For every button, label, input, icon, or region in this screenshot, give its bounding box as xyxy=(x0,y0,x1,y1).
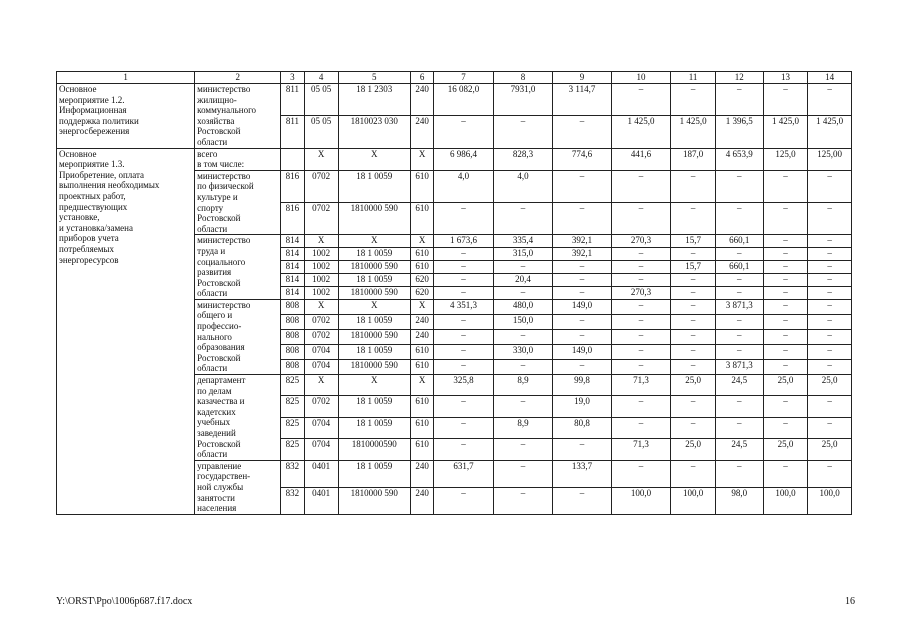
table-cell: 7931,0 xyxy=(493,84,553,116)
table-cell: – xyxy=(434,203,494,235)
column-number: 3 xyxy=(281,72,304,84)
table-cell: – xyxy=(671,460,716,487)
table-cell: – xyxy=(434,286,494,299)
table-cell: – xyxy=(671,84,716,116)
table-cell: – xyxy=(715,203,763,235)
table-cell: 4,0 xyxy=(493,170,553,202)
table-cell: 240 xyxy=(410,84,433,116)
table-cell: 610 xyxy=(410,439,433,460)
measure-label: Основное мероприятие 1.3. Приобретение, оплата выполнения необходимых проектных работ, предшествующих установке, и установка/замена приборов учета потребляемых энергоресурсов xyxy=(57,148,195,514)
table-cell: – xyxy=(434,417,494,438)
table-cell: – xyxy=(671,314,716,329)
table-cell: 392,1 xyxy=(553,235,611,248)
table-cell: – xyxy=(763,261,808,274)
table-cell: – xyxy=(434,487,494,514)
table-cell: 814 xyxy=(281,274,304,287)
table-cell: Х xyxy=(338,235,410,248)
table-cell: – xyxy=(715,286,763,299)
table-cell: – xyxy=(715,396,763,417)
table-cell: 631,7 xyxy=(434,460,494,487)
table-cell: – xyxy=(715,417,763,438)
table-cell: 1 673,6 xyxy=(434,235,494,248)
executor-label: министерство по физической культуре и спорту Ростовской области xyxy=(195,170,281,235)
table-cell: – xyxy=(808,170,852,202)
table-cell: – xyxy=(493,460,553,487)
table-cell: – xyxy=(671,170,716,202)
measure-label: Основное мероприятие 1.2. Информационная поддержка политики энергосбережения xyxy=(57,84,195,149)
table-cell: 18 1 2303 xyxy=(338,84,410,116)
table-cell: 832 xyxy=(281,487,304,514)
table-cell: 25,0 xyxy=(808,375,852,396)
table-cell: 25,0 xyxy=(763,375,808,396)
table-cell: – xyxy=(808,84,852,116)
table-cell: – xyxy=(493,487,553,514)
table-cell: 25,0 xyxy=(808,439,852,460)
table-cell: 816 xyxy=(281,203,304,235)
table-cell: 19,0 xyxy=(553,396,611,417)
table-cell: 335,4 xyxy=(493,235,553,248)
table-cell: – xyxy=(808,329,852,344)
executor-label: министерство общего и профессио- нального образования Ростовской области xyxy=(195,299,281,374)
table-cell: – xyxy=(763,170,808,202)
table-cell: – xyxy=(434,274,494,287)
table-cell: 816 xyxy=(281,170,304,202)
table-cell: 1810000 590 xyxy=(338,360,410,375)
table-cell: – xyxy=(493,439,553,460)
table-cell: 20,4 xyxy=(493,274,553,287)
table-cell: 3 871,3 xyxy=(715,299,763,314)
table-cell: 18 1 0059 xyxy=(338,314,410,329)
table-cell: – xyxy=(434,396,494,417)
executor-label: министерство жилищно- коммунального хозяйства Ростовской области xyxy=(195,84,281,149)
table-cell: – xyxy=(434,248,494,261)
table-cell: 814 xyxy=(281,286,304,299)
table-cell: – xyxy=(671,417,716,438)
table-cell: – xyxy=(493,360,553,375)
table-cell: – xyxy=(553,487,611,514)
table-cell: 610 xyxy=(410,203,433,235)
table-cell: 149,0 xyxy=(553,299,611,314)
table-cell: 808 xyxy=(281,314,304,329)
table-cell: – xyxy=(671,329,716,344)
table-cell: 441,6 xyxy=(611,148,671,170)
table-cell: 4,0 xyxy=(434,170,494,202)
table-cell: 18 1 0059 xyxy=(338,274,410,287)
file-path: Y:\ORST\Ppo\1006p687.f17.docx xyxy=(56,596,193,607)
table-row xyxy=(57,148,852,170)
table-cell: 240 xyxy=(410,487,433,514)
table-cell: 1 425,0 xyxy=(611,116,671,148)
table-cell: 774,6 xyxy=(553,148,611,170)
table-cell: – xyxy=(611,396,671,417)
table-cell: – xyxy=(763,329,808,344)
table-cell: – xyxy=(611,170,671,202)
table-cell: Х xyxy=(410,235,433,248)
executor-label: управление государствен- ной службы занятости населения xyxy=(195,460,281,514)
table-cell: – xyxy=(611,261,671,274)
table-cell: 125,0 xyxy=(763,148,808,170)
table-cell: – xyxy=(763,360,808,375)
table-cell: 610 xyxy=(410,396,433,417)
table-cell: 270,3 xyxy=(611,286,671,299)
table-cell: 187,0 xyxy=(671,148,716,170)
table-cell: – xyxy=(611,248,671,261)
table-cell: – xyxy=(671,286,716,299)
table-cell: 71,3 xyxy=(611,439,671,460)
table-cell: 0702 xyxy=(304,329,338,344)
table-cell: – xyxy=(808,460,852,487)
table-cell: – xyxy=(671,203,716,235)
table-cell: – xyxy=(808,396,852,417)
table-cell: Х xyxy=(410,299,433,314)
table-cell: – xyxy=(611,314,671,329)
table-cell: – xyxy=(715,460,763,487)
table-cell: 620 xyxy=(410,274,433,287)
table-cell: 0401 xyxy=(304,487,338,514)
table-cell: – xyxy=(763,396,808,417)
table-cell: 392,1 xyxy=(553,248,611,261)
column-number: 11 xyxy=(671,72,716,84)
table-cell: – xyxy=(553,360,611,375)
table-cell: Х xyxy=(304,148,338,170)
table-cell: – xyxy=(553,203,611,235)
table-cell: – xyxy=(763,417,808,438)
table-cell: – xyxy=(553,286,611,299)
table-cell: – xyxy=(434,360,494,375)
table-cell: 18 1 0059 xyxy=(338,460,410,487)
table-cell: – xyxy=(553,329,611,344)
table-cell: – xyxy=(715,248,763,261)
table-cell: 325,8 xyxy=(434,375,494,396)
column-number: 10 xyxy=(611,72,671,84)
page-number: 16 xyxy=(845,596,855,607)
table-cell: Х xyxy=(410,148,433,170)
table-cell: 4 351,3 xyxy=(434,299,494,314)
table-cell: 1810000 590 xyxy=(338,261,410,274)
table-cell: 1810000590 xyxy=(338,439,410,460)
table-cell: 0702 xyxy=(304,203,338,235)
table-cell: Х xyxy=(338,375,410,396)
table-cell: 149,0 xyxy=(553,344,611,359)
table-cell: 18 1 0059 xyxy=(338,248,410,261)
table-cell: 0702 xyxy=(304,170,338,202)
table-cell: 3 114,7 xyxy=(553,84,611,116)
table-cell: 24,5 xyxy=(715,375,763,396)
table-cell: – xyxy=(434,329,494,344)
table-cell: 660,1 xyxy=(715,235,763,248)
table-cell: 825 xyxy=(281,375,304,396)
table-cell: 16 082,0 xyxy=(434,84,494,116)
table-cell: – xyxy=(808,314,852,329)
table-cell: – xyxy=(553,439,611,460)
table-cell: – xyxy=(763,299,808,314)
table-cell: 825 xyxy=(281,396,304,417)
table-cell: – xyxy=(611,299,671,314)
table-cell: 25,0 xyxy=(763,439,808,460)
table-cell: – xyxy=(611,84,671,116)
table-cell: 100,0 xyxy=(611,487,671,514)
table-cell: – xyxy=(763,314,808,329)
table-cell: 1810000 590 xyxy=(338,286,410,299)
table-cell: – xyxy=(808,248,852,261)
table-cell: 0401 xyxy=(304,460,338,487)
table-cell: 825 xyxy=(281,417,304,438)
table-cell: 15,7 xyxy=(671,261,716,274)
table-cell: – xyxy=(763,84,808,116)
table-row xyxy=(57,84,852,116)
column-number: 4 xyxy=(304,72,338,84)
table-cell: 8,9 xyxy=(493,417,553,438)
table-cell: 18 1 0059 xyxy=(338,417,410,438)
table-cell: 1 425,0 xyxy=(671,116,716,148)
table-cell: – xyxy=(715,329,763,344)
table-cell: – xyxy=(808,360,852,375)
column-number: 9 xyxy=(553,72,611,84)
table-cell: 240 xyxy=(410,314,433,329)
table-cell: 610 xyxy=(410,344,433,359)
table-cell: 80,8 xyxy=(553,417,611,438)
table-cell: 98,0 xyxy=(715,487,763,514)
table-cell: 610 xyxy=(410,417,433,438)
table-cell: 811 xyxy=(281,116,304,148)
table-cell: 150,0 xyxy=(493,314,553,329)
table-cell: 610 xyxy=(410,360,433,375)
table-cell: 270,3 xyxy=(611,235,671,248)
table-cell: – xyxy=(763,248,808,261)
table-cell: – xyxy=(553,170,611,202)
table-cell: 480,0 xyxy=(493,299,553,314)
table-cell: – xyxy=(763,203,808,235)
column-number: 8 xyxy=(493,72,553,84)
column-number: 13 xyxy=(763,72,808,84)
table-cell: 620 xyxy=(410,286,433,299)
table-cell: – xyxy=(493,329,553,344)
table-cell: – xyxy=(434,344,494,359)
table-cell: 05 05 xyxy=(304,84,338,116)
table-cell: 1 425,0 xyxy=(763,116,808,148)
table-cell: 24,5 xyxy=(715,439,763,460)
table-cell: 4 653,9 xyxy=(715,148,763,170)
column-number: 5 xyxy=(338,72,410,84)
table-cell: 71,3 xyxy=(611,375,671,396)
table-cell: – xyxy=(493,116,553,148)
table-cell: – xyxy=(553,116,611,148)
table-cell: – xyxy=(715,314,763,329)
table-cell: – xyxy=(611,360,671,375)
table-cell: 1 396,5 xyxy=(715,116,763,148)
table-cell: – xyxy=(611,460,671,487)
table-cell: – xyxy=(671,299,716,314)
table-cell: 3 871,3 xyxy=(715,360,763,375)
table-cell: – xyxy=(808,203,852,235)
table-cell: – xyxy=(808,286,852,299)
header-row xyxy=(57,72,852,84)
table-cell: – xyxy=(763,344,808,359)
table-cell: 1002 xyxy=(304,248,338,261)
table-cell: 808 xyxy=(281,344,304,359)
table-cell: 125,00 xyxy=(808,148,852,170)
table-cell: 315,0 xyxy=(493,248,553,261)
table-cell: – xyxy=(493,261,553,274)
table-cell: 18 1 0059 xyxy=(338,344,410,359)
table-cell: 811 xyxy=(281,84,304,116)
table-cell: – xyxy=(434,439,494,460)
table-cell: 0704 xyxy=(304,344,338,359)
table-cell: 610 xyxy=(410,170,433,202)
table-cell: – xyxy=(611,329,671,344)
table-cell: – xyxy=(434,116,494,148)
table-cell: 610 xyxy=(410,248,433,261)
column-number: 12 xyxy=(715,72,763,84)
table-cell: Х xyxy=(304,235,338,248)
table-cell: 240 xyxy=(410,329,433,344)
table-cell: Х xyxy=(410,375,433,396)
table-cell: – xyxy=(763,286,808,299)
table-cell: – xyxy=(493,286,553,299)
table-cell: 100,0 xyxy=(763,487,808,514)
table-cell: – xyxy=(763,235,808,248)
table-cell: 1810023 030 xyxy=(338,116,410,148)
table-cell: – xyxy=(671,360,716,375)
table-cell: – xyxy=(715,84,763,116)
table-cell: 330,0 xyxy=(493,344,553,359)
table-cell: 8,9 xyxy=(493,375,553,396)
executor-label: департамент по делам казачества и кадетских учебных заведений Ростовской области xyxy=(195,375,281,461)
table-cell: 828,3 xyxy=(493,148,553,170)
table-cell: – xyxy=(715,344,763,359)
table-cell: 1 425,0 xyxy=(808,116,852,148)
table-cell: – xyxy=(808,417,852,438)
table-cell: Х xyxy=(338,148,410,170)
executor-label: министерство труда и социального развития Ростовской области xyxy=(195,235,281,300)
table-cell: – xyxy=(671,396,716,417)
column-number: 14 xyxy=(808,72,852,84)
table-cell: 0704 xyxy=(304,439,338,460)
table-cell: – xyxy=(611,203,671,235)
table-cell: 240 xyxy=(410,460,433,487)
table-cell: 1002 xyxy=(304,286,338,299)
table-cell: 18 1 0059 xyxy=(338,396,410,417)
table-cell: 05 05 xyxy=(304,116,338,148)
table-cell: – xyxy=(763,274,808,287)
table-cell: – xyxy=(808,274,852,287)
table-cell: 1810000 590 xyxy=(338,329,410,344)
table-cell: 0704 xyxy=(304,360,338,375)
table-cell: 6 986,4 xyxy=(434,148,494,170)
table-cell: 1002 xyxy=(304,261,338,274)
table-cell: – xyxy=(715,170,763,202)
table-cell: 0702 xyxy=(304,314,338,329)
table-cell: – xyxy=(808,235,852,248)
table-cell: 814 xyxy=(281,248,304,261)
table-cell: – xyxy=(493,396,553,417)
table-cell: – xyxy=(808,299,852,314)
table-cell: 25,0 xyxy=(671,375,716,396)
table-cell: Х xyxy=(304,375,338,396)
table-cell: 825 xyxy=(281,439,304,460)
table-cell: – xyxy=(763,460,808,487)
table-cell: Х xyxy=(338,299,410,314)
table-cell xyxy=(281,148,304,170)
column-number: 2 xyxy=(195,72,281,84)
table-cell: – xyxy=(434,261,494,274)
table-cell: 240 xyxy=(410,116,433,148)
table-cell: – xyxy=(715,274,763,287)
table-cell: 832 xyxy=(281,460,304,487)
table-cell: 808 xyxy=(281,360,304,375)
table-cell: – xyxy=(808,344,852,359)
table-cell: – xyxy=(553,274,611,287)
table-cell: 18 1 0059 xyxy=(338,170,410,202)
table-cell: – xyxy=(434,314,494,329)
table-cell: 814 xyxy=(281,235,304,248)
table-cell: – xyxy=(611,417,671,438)
table-cell: 814 xyxy=(281,261,304,274)
table-cell: 0704 xyxy=(304,417,338,438)
budget-table xyxy=(56,71,852,515)
table-cell: – xyxy=(553,314,611,329)
table-cell: 100,0 xyxy=(808,487,852,514)
table-cell: 808 xyxy=(281,299,304,314)
table-cell: 1810000 590 xyxy=(338,487,410,514)
table-cell: – xyxy=(671,274,716,287)
table-cell: – xyxy=(671,344,716,359)
table-cell: 610 xyxy=(410,261,433,274)
column-number: 7 xyxy=(434,72,494,84)
table-cell: – xyxy=(611,344,671,359)
table-cell: 1002 xyxy=(304,274,338,287)
executor-label: всего в том числе: xyxy=(195,148,281,170)
table-cell: 1810000 590 xyxy=(338,203,410,235)
table-cell: – xyxy=(808,261,852,274)
table-cell: 0702 xyxy=(304,396,338,417)
table-cell: 99,8 xyxy=(553,375,611,396)
table-cell: 100,0 xyxy=(671,487,716,514)
table-cell: – xyxy=(553,261,611,274)
table-cell: – xyxy=(493,203,553,235)
table-cell: 25,0 xyxy=(671,439,716,460)
table-cell: Х xyxy=(304,299,338,314)
table-cell: 15,7 xyxy=(671,235,716,248)
table-cell: – xyxy=(671,248,716,261)
table-cell: 660,1 xyxy=(715,261,763,274)
table-cell: 133,7 xyxy=(553,460,611,487)
column-number: 6 xyxy=(410,72,433,84)
table-cell: 808 xyxy=(281,329,304,344)
column-number: 1 xyxy=(57,72,195,84)
table-cell: – xyxy=(611,274,671,287)
